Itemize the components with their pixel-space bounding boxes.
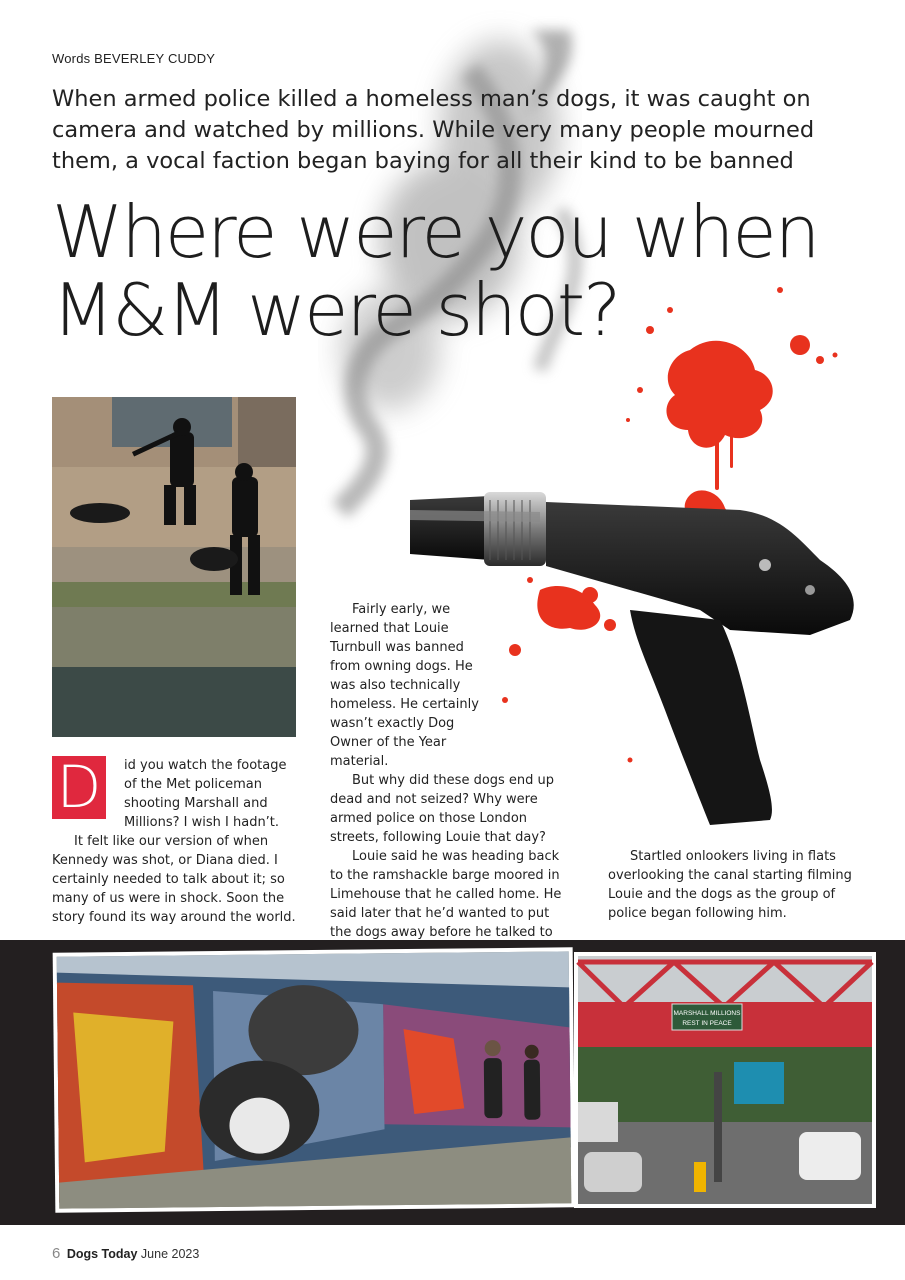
column-1: [52, 832, 302, 927]
column-1-paragraph-2: It felt like our version of when Kennedy was shot, or Diana died. I certainly needed to talk about it; so many of us were in shock. Soon the story found its way around the world.: [52, 834, 296, 925]
column-3-paragraph-1: Startled onlookers living in flats overlooking the canal starting filming Louie and the dogs as the group of police began following him.: [608, 849, 852, 921]
bridge-photo: [574, 952, 876, 1208]
bridge-sign-line-1: MARSHALL MILLIONS: [673, 1010, 741, 1017]
column-2-paragraph-2: But why did these dogs end up dead and not seized? Why were armed police on those London streets, following Louie that day?: [330, 773, 555, 845]
page-number: 6: [52, 1245, 61, 1262]
headline-line-1: Where were you when: [52, 190, 819, 274]
police-towpath-photo: [52, 397, 296, 737]
column-1-intro: id you watch the footage of the Met policeman shooting Marshall and Millions? I wish I hadn’t.: [124, 758, 287, 830]
column-2: [330, 600, 570, 961]
headline-line-2: M&M were shot?: [52, 268, 620, 352]
mural-photo: [53, 947, 576, 1212]
column-2-paragraph-3: Louie said he was heading back to the ramshackle barge moored in Limehouse that he called home. He said later that he’d wanted to put the dogs away before he talked to: [330, 849, 562, 940]
drop-cap: D: [52, 756, 106, 819]
magazine-name: Dogs Today: [66, 1247, 138, 1261]
column-3: [608, 847, 858, 923]
byline: Words BEVERLEY CUDDY: [52, 51, 216, 66]
column-2-paragraph-1: Fairly early, we learned that Louie Turnbull was banned from owning dogs. He was also technically homeless. He certainly wasn’t exactly Dog Owner of the Year material.: [330, 602, 479, 769]
bridge-sign-line-2: REST IN PEACE: [682, 1020, 732, 1027]
standfirst: When armed police killed a homeless man’s dogs, it was caught on camera and watched by millions. While very many people mourned them, a vocal faction began baying for all their kind to be banned: [52, 86, 815, 174]
issue-date: June 2023: [140, 1247, 200, 1261]
page-footer: [52, 1245, 199, 1262]
